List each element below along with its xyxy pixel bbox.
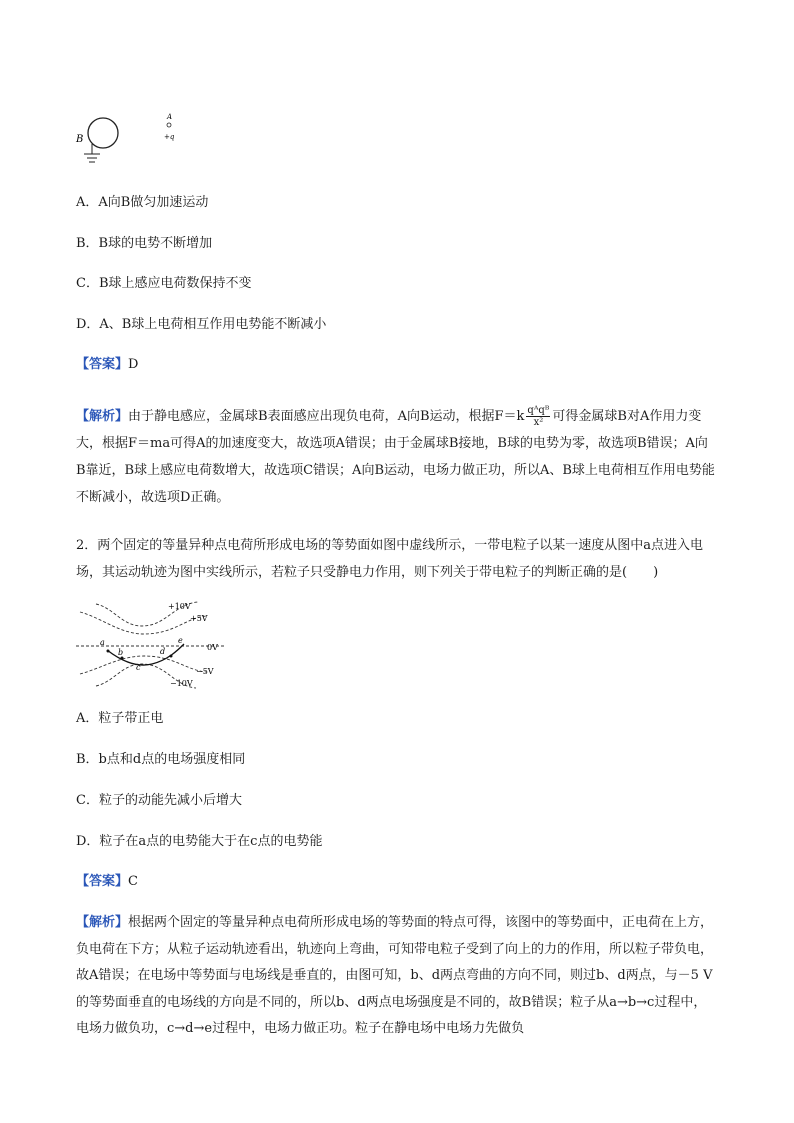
q2-answer [76, 873, 138, 891]
label-pt-c: c [136, 663, 141, 672]
q1-analysis [76, 403, 716, 511]
q2-stem: 2．两个固定的等量异种点电荷所形成电场的等势面如图中虚线所示，一带电粒子以某一速度从图中a点进入电场，其运动轨迹为图中实线所示，若粒子只受静电力作用，则下列关于带电粒子的判断正确的是( ) [76, 538, 704, 580]
label-pt-a: a [100, 638, 105, 647]
equipotential-p5 [80, 612, 206, 634]
label-v-m5: −5V [196, 667, 214, 676]
point-d [170, 655, 173, 658]
label-b: B [76, 134, 84, 145]
point-a [107, 650, 110, 653]
sphere-b [88, 118, 118, 148]
figure-sphere-charge [70, 108, 190, 172]
label-pt-e: e [178, 636, 183, 645]
analysis-tag: 【解析】 [76, 409, 129, 424]
q2-option-b: B．b点和d点的电场强度相同 [76, 752, 246, 767]
answer-value: C [128, 874, 138, 889]
q1-answer [76, 356, 138, 374]
answer-tag: 【答案】 [76, 874, 129, 889]
label-q: +q [164, 133, 175, 141]
q2-analysis [76, 910, 716, 1043]
q2-option-a: A．粒子带正电 [76, 711, 164, 726]
q1-option-a: A．A向B做匀加速运动 [76, 195, 209, 210]
label-pt-b: b [118, 648, 124, 657]
analysis-text-2: 可得金属球B对A作用力变大，根据F＝ma可得A的加速度变大，故选项A错误；由于金属球B接地，B球的电势为零，故选项B错误；A向B靠近，B球上感应电荷数增大，故选项C错误；A向B运动，电场力做正功，所以A、B球上电荷相互作用电势能不断减小，故选项D正确。 [76, 409, 715, 505]
q2-option-d: D．粒子在a点的电势能大于在c点的电势能 [76, 834, 323, 849]
label-v-m10: −10V [170, 679, 193, 688]
label-a: A [167, 113, 173, 121]
label-v-p10: +10V [168, 602, 191, 611]
answer-tag: 【答案】 [76, 357, 129, 372]
coulomb-fraction [526, 405, 550, 428]
point-charge-a [167, 123, 171, 127]
q1-option-b: B．B球的电势不断增加 [76, 236, 213, 251]
answer-value: D [128, 357, 139, 372]
label-v-0: 0V [207, 643, 218, 652]
label-pt-d: d [160, 647, 166, 656]
fraction-numerator: qᴬqᴮ [527, 405, 550, 416]
q2-option-c: C．粒子的动能先减小后增大 [76, 793, 242, 808]
q1-option-c: C．B球上感应电荷数保持不变 [76, 276, 252, 291]
analysis-tag: 【解析】 [76, 915, 129, 930]
analysis-text: 根据两个固定的等量异种点电荷所形成电场的等势面的特点可得，该图中的等势面中，正电荷在上方，负电荷在下方；从粒子运动轨迹看出，轨迹向上弯曲，可知带电粒子受到了向上的力的作用，所以粒子带负电，故A错误；在电场中等势面与电场线是垂直的，由图可知，b、d两点弯曲的方向不同，则过b、d两点，与－5 V的等势面垂直的电场线的方向是不同的，所以b、d两点电场强度是不同的，故B错误；粒子从a→b→c过程中，电场力做负功，c→d→e过程中，电场力做正功。粒子在静电场中电场力先做负 [76, 915, 714, 1036]
label-v-p5: +5V [190, 614, 208, 623]
figure-equipotential [74, 598, 234, 694]
q1-option-d: D．A、B球上电荷相互作用电势能不断减小 [76, 317, 327, 332]
fraction-denominator: x² [533, 417, 544, 428]
analysis-text-1: 由于静电感应，金属球B表面感应出现负电荷，A向B运动，根据F＝k [128, 409, 525, 424]
